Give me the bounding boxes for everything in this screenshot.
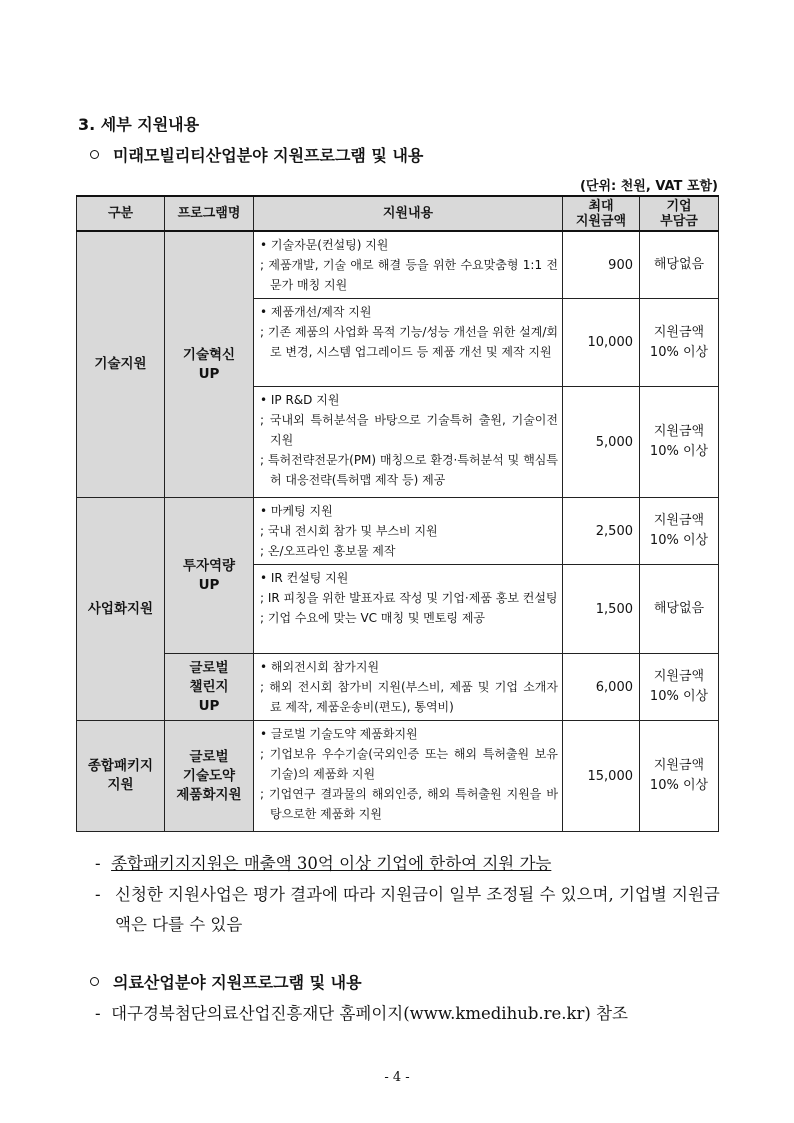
header-category: 구분: [77, 196, 165, 231]
burden-cell: 해당없음: [640, 565, 719, 654]
category-cell: 종합패키지 지원: [77, 721, 165, 832]
content-cell: • 해외전시회 참가지원 ; 해외 전시회 참가비 지원(부스비, 제품 및 기업 소개자료 제작, 제품운송비(편도), 통역비): [254, 654, 563, 721]
support-program-table: [76, 195, 719, 832]
amount-cell: 15,000: [563, 721, 640, 832]
program-cell: 투자역량 UP: [165, 498, 254, 654]
subsection-title: 미래모빌리티산업분야 지원프로그램 및 내용: [113, 146, 424, 165]
unit-note: (단위: 천원, VAT 포함): [579, 179, 718, 194]
page-number: - 4 -: [384, 1070, 410, 1085]
content-cell: • IR 컨설팅 지원 ; IR 피칭을 위한 발표자료 작성 및 기업·제품 홍보 컨설팅 ; 기업 수요에 맞는 VC 매칭 및 멘토링 제공: [254, 565, 563, 654]
table-row: [77, 654, 719, 721]
circle-bullet-icon: [90, 150, 99, 159]
program-cell: 글로벌 챌린지 UP: [165, 654, 254, 721]
note-package-eligibility: - 종합패키지지원은 매출액 30억 이상 기업에 한하여 지원 가능: [95, 854, 552, 873]
table-header-row: [77, 196, 719, 231]
content-cell: • 글로벌 기술도약 제품화지원 ; 기업보유 우수기술(국외인증 또는 해외 특허출원 보유 기술)의 제품화 지원 ; 기업연구 결과물의 해외인증, 해외 특허출원 지원을 바탕으로한 제품화 지원: [254, 721, 563, 832]
note-medical-reference: - 대구경북첨단의료산업진흥재단 홈페이지(www.kmedihub.re.kr) 참조: [95, 1004, 628, 1023]
amount-cell: 1,500: [563, 565, 640, 654]
amount-cell: 5,000: [563, 387, 640, 498]
table-row: [77, 231, 719, 299]
burden-cell: 지원금액 10% 이상: [640, 299, 719, 387]
subsection-heading: [90, 970, 362, 993]
content-cell: • 마케팅 지원 ; 국내 전시회 참가 및 부스비 지원 ; 온/오프라인 홍보물 제작: [254, 498, 563, 565]
burden-cell: 해당없음: [640, 231, 719, 299]
burden-cell: 지원금액 10% 이상: [640, 721, 719, 832]
header-content: 지원내용: [254, 196, 563, 231]
subsection-heading: [90, 143, 423, 166]
category-cell: 기술지원: [77, 231, 165, 498]
content-cell: • 제품개선/제작 지원 ; 기존 제품의 사업화 목적 기능/성능 개선을 위한 설계/회로 변경, 시스템 업그레이드 등 제품 개선 및 제작 지원: [254, 299, 563, 387]
burden-cell: 지원금액 10% 이상: [640, 387, 719, 498]
header-burden: 기업 부담금: [640, 196, 719, 231]
amount-cell: 6,000: [563, 654, 640, 721]
amount-cell: 10,000: [563, 299, 640, 387]
table-row: [77, 721, 719, 832]
burden-cell: 지원금액 10% 이상: [640, 654, 719, 721]
header-program: 프로그램명: [165, 196, 254, 231]
category-cell: 사업화지원: [77, 498, 165, 721]
note-amount-adjustment: - 신청한 지원사업은 평가 결과에 따라 지원금이 일부 조정될 수 있으며, 기업별 지원금액은 다를 수 있음: [95, 885, 720, 934]
section-title: 3. 세부 지원내용: [78, 115, 200, 134]
burden-cell: 지원금액 10% 이상: [640, 498, 719, 565]
circle-bullet-icon: [90, 977, 99, 986]
subsection-title: 의료산업분야 지원프로그램 및 내용: [113, 973, 362, 992]
table-row: [77, 498, 719, 565]
content-cell: • 기술자문(컨설팅) 지원 ; 제품개발, 기술 애로 해결 등을 위한 수요맞춤형 1:1 전문가 매칭 지원: [254, 231, 563, 299]
content-cell: • IP R&D 지원 ; 국내외 특허분석을 바탕으로 기술특허 출원, 기술이전 지원 ; 특허전략전문가(PM) 매칭으로 환경·특허분석 및 핵심특허 대응전략(특허맵 제작 등) 제공: [254, 387, 563, 498]
header-max-amount: 최대 지원금액: [563, 196, 640, 231]
amount-cell: 900: [563, 231, 640, 299]
program-cell: 글로벌 기술도약 제품화지원: [165, 721, 254, 832]
amount-cell: 2,500: [563, 498, 640, 565]
program-cell: 기술혁신 UP: [165, 231, 254, 498]
